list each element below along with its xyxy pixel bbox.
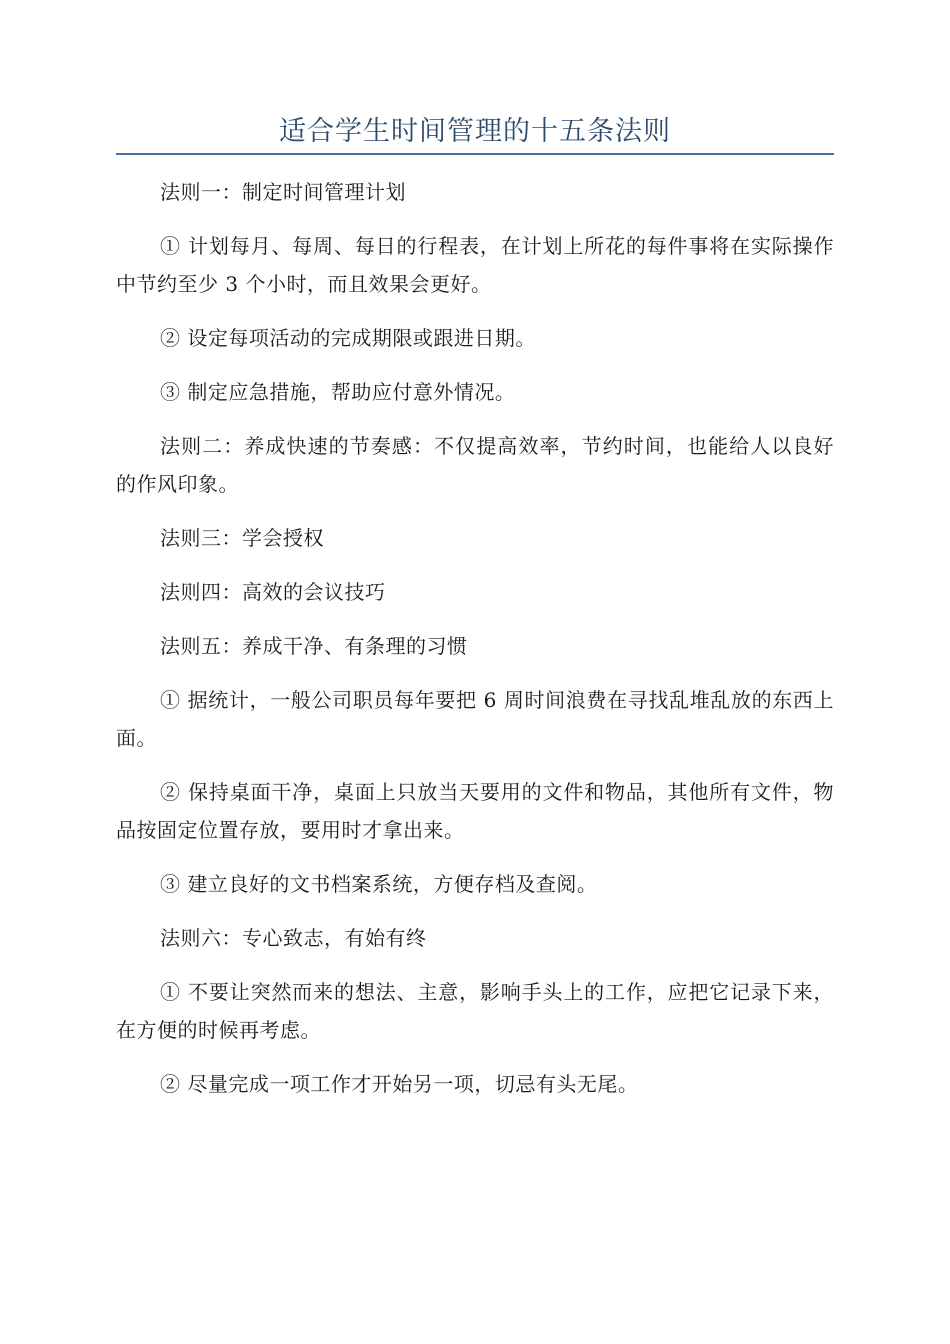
paragraph-rule-1-item-1: ① 计划每月、每周、每日的行程表，在计划上所花的每件事将在实际操作中节约至少 3 个小时，而且效果会更好。 bbox=[116, 234, 834, 296]
paragraph-rule-3: 法则三：学会授权 bbox=[160, 526, 324, 550]
paragraph-rule-5-item-2: ② 保持桌面干净，桌面上只放当天要用的文件和物品，其他所有文件，物品按固定位置存放，要用时才拿出来。 bbox=[116, 780, 834, 842]
document-body bbox=[116, 173, 834, 1119]
paragraph-rule-1-item-2: ② 设定每项活动的完成期限或跟进日期。 bbox=[160, 326, 536, 350]
title-underline bbox=[116, 153, 834, 155]
paragraph-rule-2: 法则二：养成快速的节奏感：不仅提高效率，节约时间，也能给人以良好的作风印象。 bbox=[116, 434, 834, 496]
document-title: 适合学生时间管理的十五条法则 bbox=[279, 116, 671, 147]
paragraph-rule-6-item-1: ① 不要让突然而来的想法、主意，影响手头上的工作，应把它记录下来，在方便的时候再考虑。 bbox=[116, 980, 834, 1042]
paragraph-rule-1-heading: 法则一：制定时间管理计划 bbox=[160, 180, 406, 204]
paragraph-rule-4: 法则四：高效的会议技巧 bbox=[160, 580, 386, 604]
paragraph-rule-5-heading: 法则五：养成干净、有条理的习惯 bbox=[160, 634, 468, 658]
paragraph-rule-6-heading: 法则六：专心致志，有始有终 bbox=[160, 926, 427, 950]
paragraph-rule-1-item-3: ③ 制定应急措施，帮助应付意外情况。 bbox=[160, 380, 516, 404]
paragraph-rule-6-item-2: ② 尽量完成一项工作才开始另一项，切忌有头无尾。 bbox=[160, 1072, 639, 1096]
paragraph-rule-5-item-1: ① 据统计，一般公司职员每年要把 6 周时间浪费在寻找乱堆乱放的东西上面。 bbox=[116, 688, 834, 750]
paragraph-rule-5-item-3: ③ 建立良好的文书档案系统，方便存档及查阅。 bbox=[160, 872, 598, 896]
